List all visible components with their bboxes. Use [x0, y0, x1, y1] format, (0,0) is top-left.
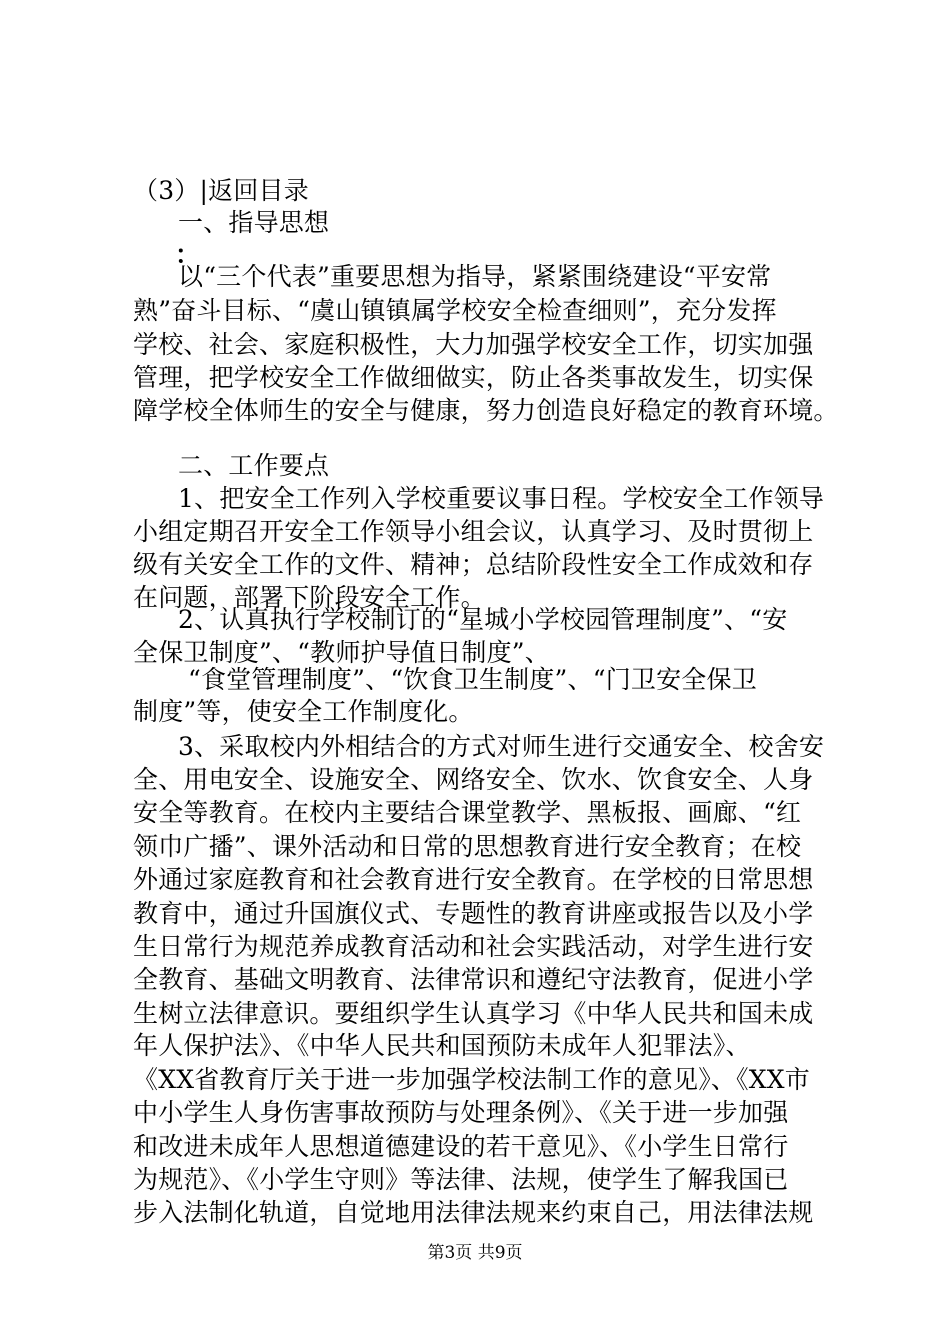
para3b-line-1: “食堂管理制度”、“饮食卫生制度”、“门卫安全保卫 [188, 665, 757, 694]
section-heading-work-points: 二、工作要点 [178, 451, 330, 480]
para3-line-1: 2、认真执行学校制订的“星城小学校园管理制度”、“安 [178, 605, 788, 634]
para4-line-7: 生日常行为规范养成教育活动和社会实践活动，对学生进行安 [133, 932, 814, 961]
para4-line-6: 教育中，通过升国旗仪式、专题性的教育讲座或报告以及小学 [133, 899, 814, 928]
section-heading-guiding-thought: 一、指导思想 [178, 208, 330, 237]
para3-line-2: 全保卫制度”、“教师护导值日制度”、 [133, 638, 550, 667]
para4-line-1: 3、采取校内外相结合的方式对师生进行交通安全、校舍安 [178, 732, 825, 761]
para4-line-10: 年人保护法》、《中华人民共和国预防未成年人犯罪法》、 [133, 1031, 751, 1060]
para4-line-14: 为规范》、《小学生守则》等法律、法规，使学生了解我国已 [133, 1165, 789, 1194]
heading-colon: ： [175, 240, 201, 269]
para1-line-3: 学校、社会、家庭积极性，大力加强学校安全工作，切实加强 [133, 330, 814, 359]
para4-line-3: 安全等教育。在校内主要结合课堂教学、黑板报、画廊、“红 [133, 798, 802, 827]
toc-return-link[interactable]: （3）|返回目录 [133, 176, 309, 205]
para3b-line-2: 制度”等，使安全工作制度化。 [133, 697, 474, 726]
para1-line-4: 管理，把学校安全工作做细做实，防止各类事故发生，切实保 [133, 363, 814, 392]
para4-line-12: 中小学生人身伤害事故预防与处理条例》、《关于进一步加强 [133, 1098, 789, 1127]
para4-line-8: 全教育、基础文明教育、法律常识和遵纪守法教育，促进小学 [133, 965, 814, 994]
para1-line-1: 以“三个代表”重要思想为指导，紧紧围绕建设“平安常 [178, 262, 772, 291]
para4-line-11: 《XX省教育厅关于进一步加强学校法制工作的意见》、《XX市 [133, 1065, 810, 1094]
para2-line-4: 在问题，部署下阶段安全工作。 [133, 583, 486, 612]
para4-line-15: 步入法制化轨道，自觉地用法律法规来约束自己，用法律法规 [133, 1198, 814, 1227]
para1-line-5: 障学校全体师生的安全与健康，努力创造良好稳定的教育环境。 [133, 396, 839, 425]
para4-line-5: 外通过家庭教育和社会教育进行安全教育。在学校的日常思想 [133, 865, 814, 894]
page-number-footer: 第3页 共9页 [427, 1243, 523, 1263]
para2-line-3: 级有关安全工作的文件、精神；总结阶段性安全工作成效和存 [133, 550, 814, 579]
para2-line-1: 1、把安全工作列入学校重要议事日程。学校安全工作领导 [178, 484, 825, 513]
para2-line-2: 小组定期召开安全工作领导小组会议，认真学习、及时贯彻上 [133, 517, 814, 546]
para4-line-13: 和改进未成年人思想道德建设的若干意见》、《小学生日常行 [133, 1132, 789, 1161]
para4-line-2: 全、用电安全、设施安全、网络安全、饮水、饮食安全、人身 [133, 765, 814, 794]
para4-line-4: 领巾广播”、课外活动和日常的思想教育进行安全教育；在校 [133, 832, 802, 861]
para1-line-2: 熟”奋斗目标、“虞山镇镇属学校安全检查细则”，充分发挥 [133, 296, 777, 325]
para4-line-9: 生树立法律意识。要组织学生认真学习《中华人民共和国未成 [133, 999, 814, 1028]
